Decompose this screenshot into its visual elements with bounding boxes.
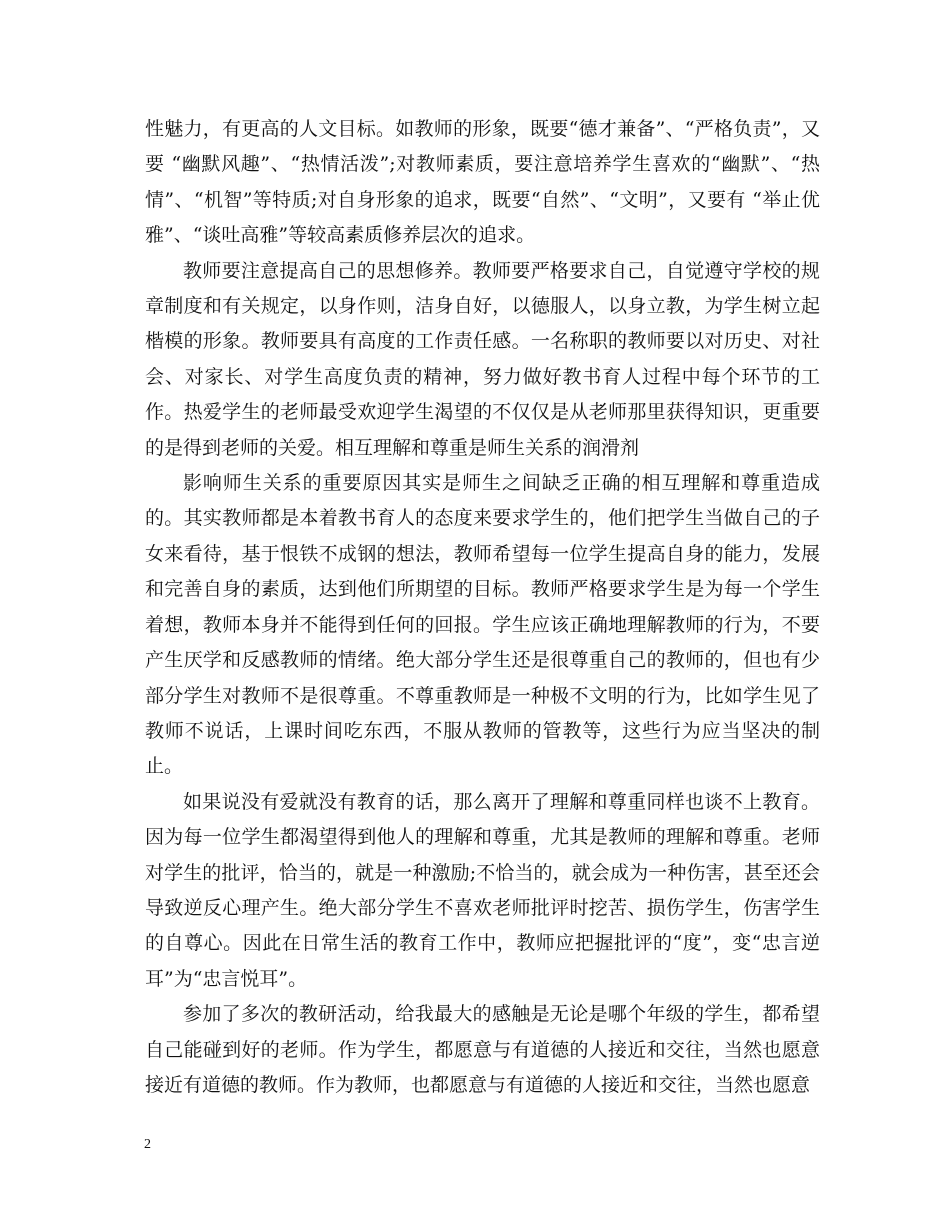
document-body — [145, 112, 820, 1103]
paragraph-4: 如果说没有爱就没有教育的话，那么离开了理解和尊重同样也谈不上教育。因为每一位学生都渴望得到他人的理解和尊重，尤其是教师的理解和尊重。老师对学生的批评，恰当的，就是一种激励;不恰当的，就会成为一种伤害，甚至还会导致逆反心理产生。绝大部分学生不喜欢老师批评时挖苦、损伤学生，伤害学生的自尊心。因此在日常生活的教育工作中，教师应把握批评的“度”，变“忠言逆耳”为“忠言悦耳”。 — [145, 790, 820, 990]
paragraph-5: 参加了多次的教研活动，给我最大的感触是无论是哪个年级的学生，都希望自己能碰到好的老师。作为学生，都愿意与有道德的人接近和交往，当然也愿意接近有道德的教师。作为教师，也都愿意与有道德的人接近和交往，当然也愿意 — [145, 1003, 820, 1096]
paragraph-3: 影响师生关系的重要原因其实是师生之间缺乏正确的相互理解和尊重造成的。其实教师都是本着教书育人的态度来要求学生的，他们把学生当做自己的子女来看待，基于恨铁不成钢的想法，教师希望每一位学生提高自身的能力，发展和完善自身的素质，达到他们所期望的目标。教师严格要求学生是为每一个学生着想，教师本身并不能得到任何的回报。学生应该正确地理解教师的行为，不要产生厌学和反感教师的情绪。绝大部分学生还是很尊重自己的教师的，但也有少部分学生对教师不是很尊重。不尊重教师是一种极不文明的行为，比如学生见了教师不说话，上课时间吃东西，不服从教师的管教等，这些行为应当坚决的制止。 — [145, 472, 820, 778]
paragraph-1: 性魅力，有更高的人文目标。如教师的形象，既要“德才兼备”、“严格负责”，又要 “幽默风趣”、“热情活泼”;对教师素质，要注意培养学生喜欢的“幽默”、“热情”、“机智”等特质;对自身形象的追求，既要“自然”、“文明”，又要有 “举止优雅”、“谈吐高雅”等较高素质修养层次的追求。 — [145, 118, 820, 247]
page-number: 2 — [144, 1137, 151, 1152]
paragraph-2: 教师要注意提高自己的思想修养。教师要严格要求自己，自觉遵守学校的规章制度和有关规定，以身作则，洁身自好，以德服人，以身立教，为学生树立起楷模的形象。教师要具有高度的工作责任感。一名称职的教师要以对历史、对社会、对家长、对学生高度负责的精神，努力做好教书育人过程中每个环节的工作。热爱学生的老师最受欢迎学生渴望的不仅仅是从老师那里获得知识，更重要的是得到老师的关爱。相互理解和尊重是师生关系的润滑剂 — [145, 259, 820, 459]
